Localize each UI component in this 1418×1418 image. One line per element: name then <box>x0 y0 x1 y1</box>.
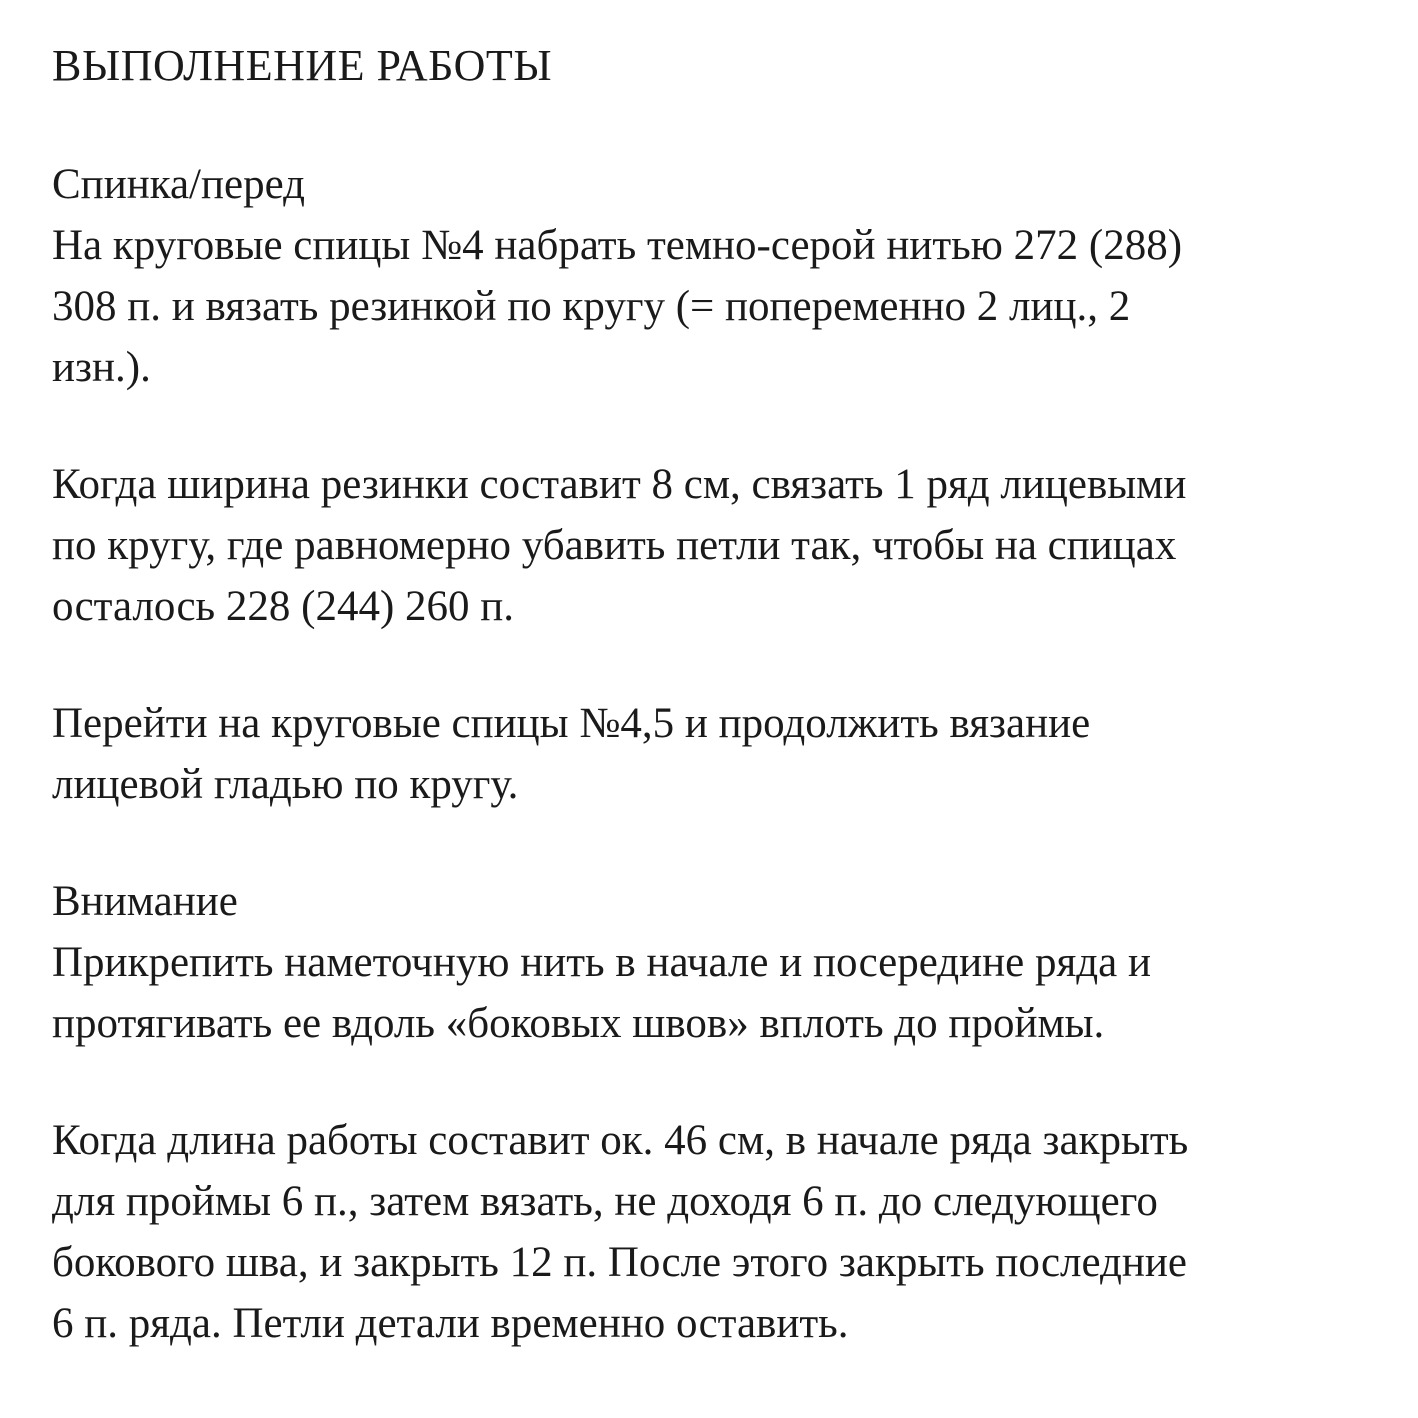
paragraph-line: изн.). <box>52 344 151 391</box>
paragraph-line: лицевой гладью по кругу. <box>52 761 519 808</box>
section-subtitle: Внимание <box>52 878 238 925</box>
paragraph-line: 308 п. и вязать резинкой по кругу (= попеременно 2 лиц., 2 <box>52 283 1131 330</box>
section-ribbing-decrease <box>52 454 1392 637</box>
paragraph-line: Когда длина работы составит ок. 46 см, в начале ряда закрыть <box>52 1117 1189 1164</box>
section-subtitle: Спинка/перед <box>52 161 305 208</box>
paragraph-line: 6 п. ряда. Петли детали временно оставить. <box>52 1300 849 1347</box>
paragraph-line: Когда ширина резинки составит 8 см, связать 1 ряд лицевыми <box>52 461 1187 508</box>
page-title: ВЫПОЛНЕНИЕ РАБОТЫ <box>52 41 553 90</box>
section-stockinette <box>52 693 1392 815</box>
paragraph-line: по кругу, где равномерно убавить петли так, чтобы на спицах <box>52 522 1177 569</box>
paragraph-line: На круговые спицы №4 набрать темно-серой нитью 272 (288) <box>52 222 1183 269</box>
paragraph-line: Перейти на круговые спицы №4,5 и продолжить вязание <box>52 700 1091 747</box>
section-back-front <box>52 154 1392 398</box>
paragraph-line: осталось 228 (244) 260 п. <box>52 583 515 630</box>
document-page <box>52 36 1392 1354</box>
section-attention <box>52 871 1392 1054</box>
paragraph-line: для проймы 6 п., затем вязать, не доходя 6 п. до следующего <box>52 1178 1158 1225</box>
paragraph-line: бокового шва, и закрыть 12 п. После этого закрыть последние <box>52 1239 1188 1286</box>
section-armhole <box>52 1110 1392 1354</box>
paragraph-line: протягивать ее вдоль «боковых швов» вплоть до проймы. <box>52 1000 1105 1047</box>
paragraph-line: Прикрепить наметочную нить в начале и посередине ряда и <box>52 939 1152 986</box>
